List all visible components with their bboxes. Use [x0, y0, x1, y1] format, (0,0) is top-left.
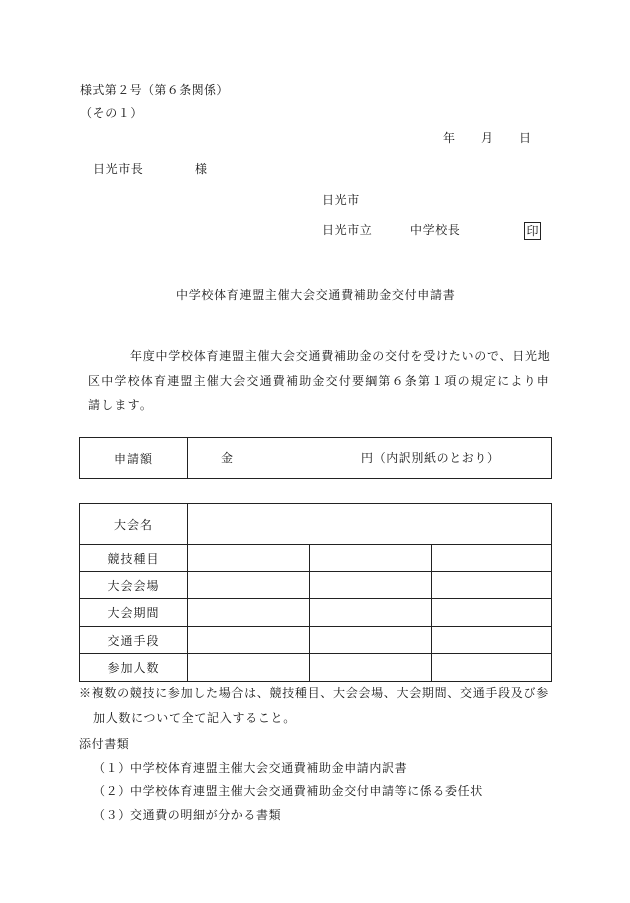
period-label: 大会期間 [80, 599, 188, 627]
sport-type-label: 競技種目 [80, 545, 188, 572]
amount-label: 申請額 [113, 451, 153, 466]
event-name-label: 大会名 [80, 504, 188, 545]
applicant-city: 日光市 [322, 193, 360, 207]
amount-table [79, 437, 552, 479]
attachments-heading: 添付書類 [79, 737, 130, 751]
attachment-number-2: （２） [93, 784, 131, 798]
note-line-2: 加人数について全て記入すること。 [93, 711, 296, 725]
note-line-1: ※複数の競技に参加した場合は、競技種目、大会会場、大会期間、交通手段及び参 [79, 686, 549, 700]
venue-value-3 [432, 572, 552, 599]
sport-type-value-1 [188, 545, 310, 572]
amount-currency-prefix: 金 [221, 451, 234, 465]
period-value-1 [188, 599, 310, 627]
seal-box: 印 [524, 222, 541, 240]
document-title: 中学校体育連盟主催大会交通費補助金交付申請書 [176, 288, 456, 302]
table-row [80, 504, 552, 545]
participants-value-3 [432, 654, 552, 682]
amount-value-cell [188, 438, 552, 479]
event-table [79, 503, 552, 682]
attachment-text-3: 交通費の明細が分かる書類 [130, 808, 282, 822]
addressee-name: 日光市長 [93, 162, 144, 176]
amount-label-cell [80, 438, 188, 479]
table-row [80, 627, 552, 654]
date-month-label: 月 [481, 131, 494, 145]
applicant-principal-title: 中学校長 [410, 223, 461, 237]
venue-value-1 [188, 572, 310, 599]
body-line-3: 請します。 [88, 398, 154, 412]
period-value-2 [310, 599, 432, 627]
participants-value-2 [310, 654, 432, 682]
event-name-value [188, 504, 552, 545]
attachment-number-3: （３） [93, 808, 131, 822]
amount-unit-note: 円（内訳別紙のとおり） [361, 451, 500, 465]
attachment-text-1: 中学校体育連盟主催大会交通費補助金申請内訳書 [130, 761, 408, 775]
sport-type-value-3 [432, 545, 552, 572]
venue-label: 大会会場 [80, 572, 188, 599]
venue-value-2 [310, 572, 432, 599]
transport-value-2 [310, 627, 432, 654]
attachment-text-2: 中学校体育連盟主催大会交通費補助金交付申請等に係る委任状 [130, 784, 483, 798]
date-day-label: 日 [519, 131, 532, 145]
addressee-honorific: 様 [195, 162, 208, 176]
table-row [80, 572, 552, 599]
amount-row [80, 438, 552, 479]
date-year-label: 年 [443, 131, 456, 145]
attachment-number-1: （１） [93, 761, 131, 775]
body-line-1: 年度中学校体育連盟主催大会交通費補助金の交付を受けたいので、日光地 [130, 349, 551, 363]
transport-value-3 [432, 627, 552, 654]
transport-value-1 [188, 627, 310, 654]
transport-label: 交通手段 [80, 627, 188, 654]
form-sub-number: （その１） [80, 106, 144, 120]
participants-value-1 [188, 654, 310, 682]
table-row [80, 654, 552, 682]
sport-type-value-2 [310, 545, 432, 572]
participants-label: 参加人数 [80, 654, 188, 682]
amount-value-wrap [188, 438, 551, 478]
period-value-3 [432, 599, 552, 627]
applicant-school-prefix: 日光市立 [322, 223, 373, 237]
body-line-2: 区中学校体育連盟主催大会交通費補助金交付要綱第６条第１項の規定により申 [88, 374, 551, 388]
table-row [80, 545, 552, 572]
form-number: 様式第２号（第６条関係） [80, 83, 229, 97]
table-row [80, 599, 552, 627]
